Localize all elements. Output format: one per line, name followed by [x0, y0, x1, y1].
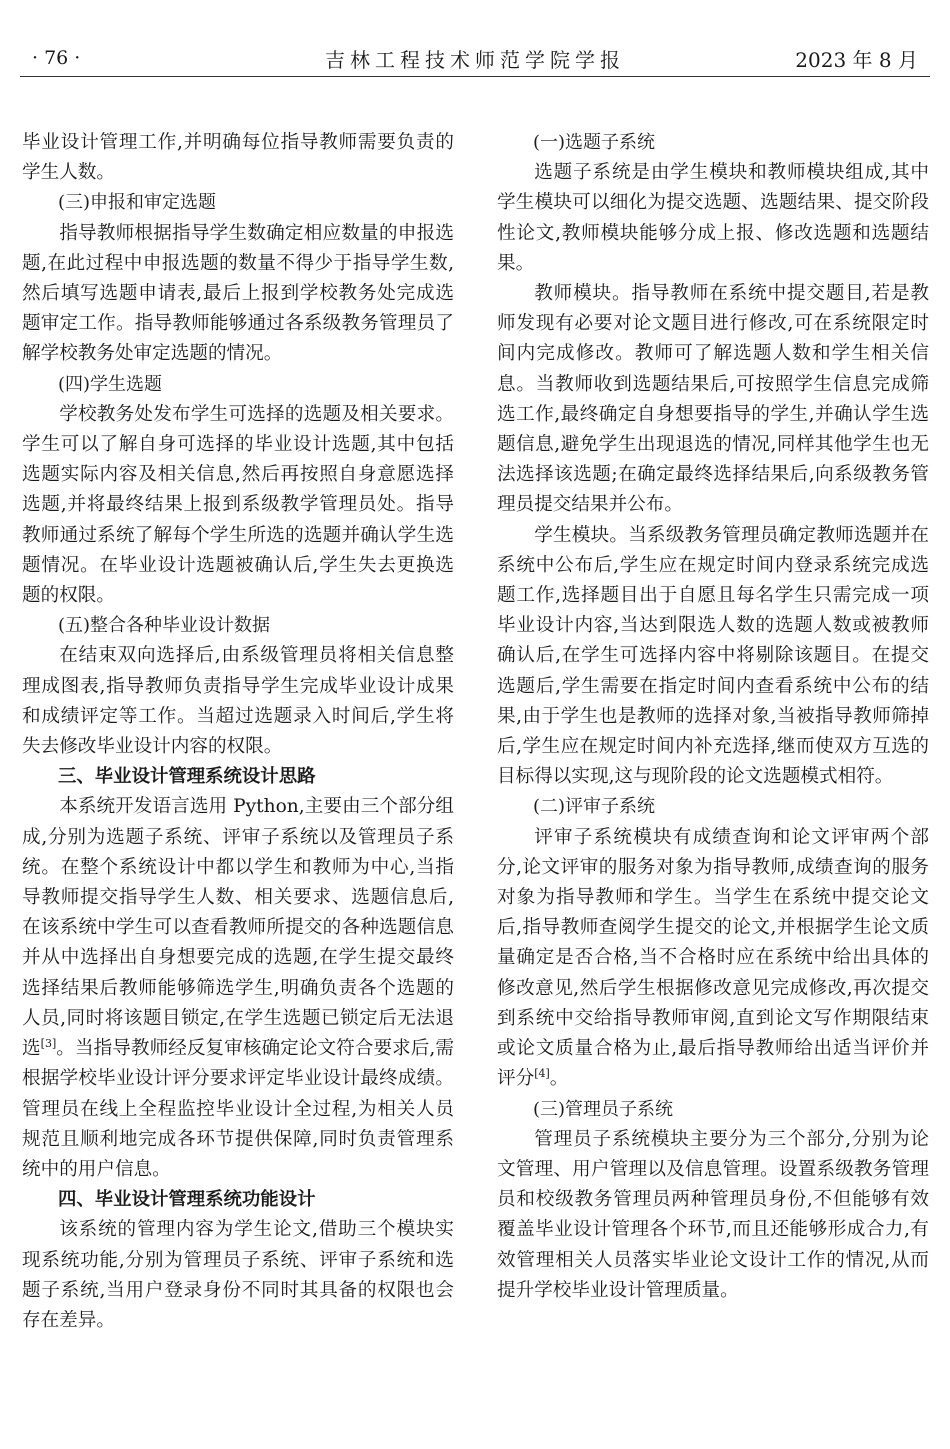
paragraph-text: 。当指导教师经反复审核确定论文符合要求后,需根据学校毕业设计评分要求评定毕业设计最终成绩。管理员在线上全程监控毕业设计全过程,为相关人员规范且顺利地完成各环节提供保障,同时负责管理系统中的用户信息。 [22, 1038, 454, 1180]
left-column [22, 128, 454, 1336]
paragraph: 毕业设计管理工作,并明确每位指导教师需要负责的学生人数。 [22, 132, 454, 184]
running-header [20, 38, 930, 74]
subheading: (五)整合各种毕业设计数据 [58, 615, 271, 637]
subheading: (三)申报和审定选题 [58, 192, 217, 214]
paragraph: 学校教务处发布学生可选择的选题及相关要求。学生可以了解自身可选择的毕业设计选题,其中包括选题实际内容及相关信息,然后再按照自身意愿选择选题,并将最终结果上报到系级教学管理员处。指导教师通过系统了解每个学生所选的选题并确认学生选题情况。在毕业设计选题被确认后,学生失去更换选题的权限。 [22, 403, 454, 607]
section-heading: 三、毕业设计管理系统设计思路 [58, 766, 316, 788]
paragraph: 在结束双向选择后,由系级管理员将相关信息整理成图表,指导教师负责指导学生完成毕业设计成果和成绩评定等工作。当超过选题录入时间后,学生将失去修改毕业设计内容的权限。 [22, 645, 454, 758]
paragraph: 指导教师根据指导学生数确定相应数量的申报选题,在此过程中申报选题的数量不得少于指导学生数,然后填写选题申请表,最后上报到学校教务处完成选题审定工作。指导教师能够通过各系级教务管理员了解学校教务处审定选题的情况。 [22, 222, 454, 365]
subheading: (二)评审子系统 [533, 796, 656, 818]
paragraph [497, 823, 929, 1095]
paragraph: 学生模块。当系级教务管理员确定教师选题并在系统中公布后,学生应在规定时间内登录系统完成选题工作,选择题目出于自愿且每名学生只需完成一项毕业设计内容,当达到限选人数的选题人数或被教师确认后,在学生可选择内容中将剔除该题目。在提交选题后,学生需要在指定时间内查看系统中公布的结果,由于学生也是教师的选择对象,当被指导教师筛掉后,学生应在规定时间内补充选择,继而使双方互选的目标得以实现,这与现阶段的论文选题模式相符。 [497, 524, 929, 788]
issue-date: 2023 年 8 月 [795, 48, 918, 72]
subheading: (一)选题子系统 [533, 132, 656, 153]
paragraph [22, 792, 454, 1185]
subheading: (三)管理员子系统 [533, 1098, 674, 1120]
journal-title: 吉林工程技术师范学院学报 [325, 48, 625, 72]
citation-4: [4] [534, 1067, 550, 1081]
subheading: (四)学生选题 [58, 373, 163, 395]
right-column [497, 128, 929, 1306]
paragraph-text: 评审子系统模块有成绩查询和论文评审两个部分,论文评审的服务对象为指导教师,成绩查询的服务对象为指导教师和学生。当学生在系统中提交论文后,指导教师查阅学生提交的论文,并根据学生论文质量确定是否合格,当不合格时应在系统中给出具体的修改意见,然后学生根据修改意见完成修改,再次提交到系统中交给指导教师审阅,直到论文写作期限结束或论文质量合格为止,最后指导教师给出适当评价并评分 [497, 826, 929, 1090]
section-heading: 四、毕业设计管理系统功能设计 [58, 1189, 316, 1211]
paragraph: 教师模块。指导教师在系统中提交题目,若是教师发现有必要对论文题目进行修改,可在系统限定时间内完成修改。教师可了解选题人数和学生相关信息。当教师收到选题结果后,可按照学生信息完成筛选工作,最终确定自身想要指导的学生,并确认学生选题信息,避免学生出现退选的情况,同样其他学生也无法选择该选题;在确定最终选择结果后,向系级教务管理员提交结果并公布。 [497, 283, 929, 516]
paragraph: 管理员子系统模块主要分为三个部分,分别为论文管理、用户管理以及信息管理。设置系级教务管理员和校级教务管理员两种管理员身份,不但能够有效覆盖毕业设计管理各个环节,而且还能够形成合力,有效管理相关人员落实毕业论文设计工作的情况,从而提升学校毕业设计管理质量。 [497, 1128, 929, 1301]
header-rule [20, 76, 930, 77]
citation-3: [3] [40, 1036, 57, 1050]
paragraph: 该系统的管理内容为学生论文,借助三个模块实现系统功能,分别为管理员子系统、评审子系统和选题子系统,当用户登录身份不同时其具备的权限也会存在差异。 [22, 1219, 454, 1331]
page-number: · 76 · [32, 47, 81, 69]
paragraph: 选题子系统是由学生模块和教师模块组成,其中学生模块可以细化为提交选题、选题结果、提交阶段性论文,教师模块能够分成上报、修改选题和选题结果。 [497, 162, 929, 274]
paragraph-text: 。 [549, 1068, 569, 1090]
paragraph-text: 本系统开发语言选用 Python,主要由三个部分组成,分别为选题子系统、评审子系统以及管理员子系统。在整个系统设计中都以学生和教师为中心,当指导教师提交指导学生人数、相关要求、选题信息后,在该系统中学生可以查看教师所提交的各种选题信息并从中选择出自身想要完成的选题,在学生提交最终选择结果后教师能够筛选学生,明确负责各个选题的人员,同时将该题目锁定,在学生选题已锁定后无法退选 [22, 796, 454, 1060]
